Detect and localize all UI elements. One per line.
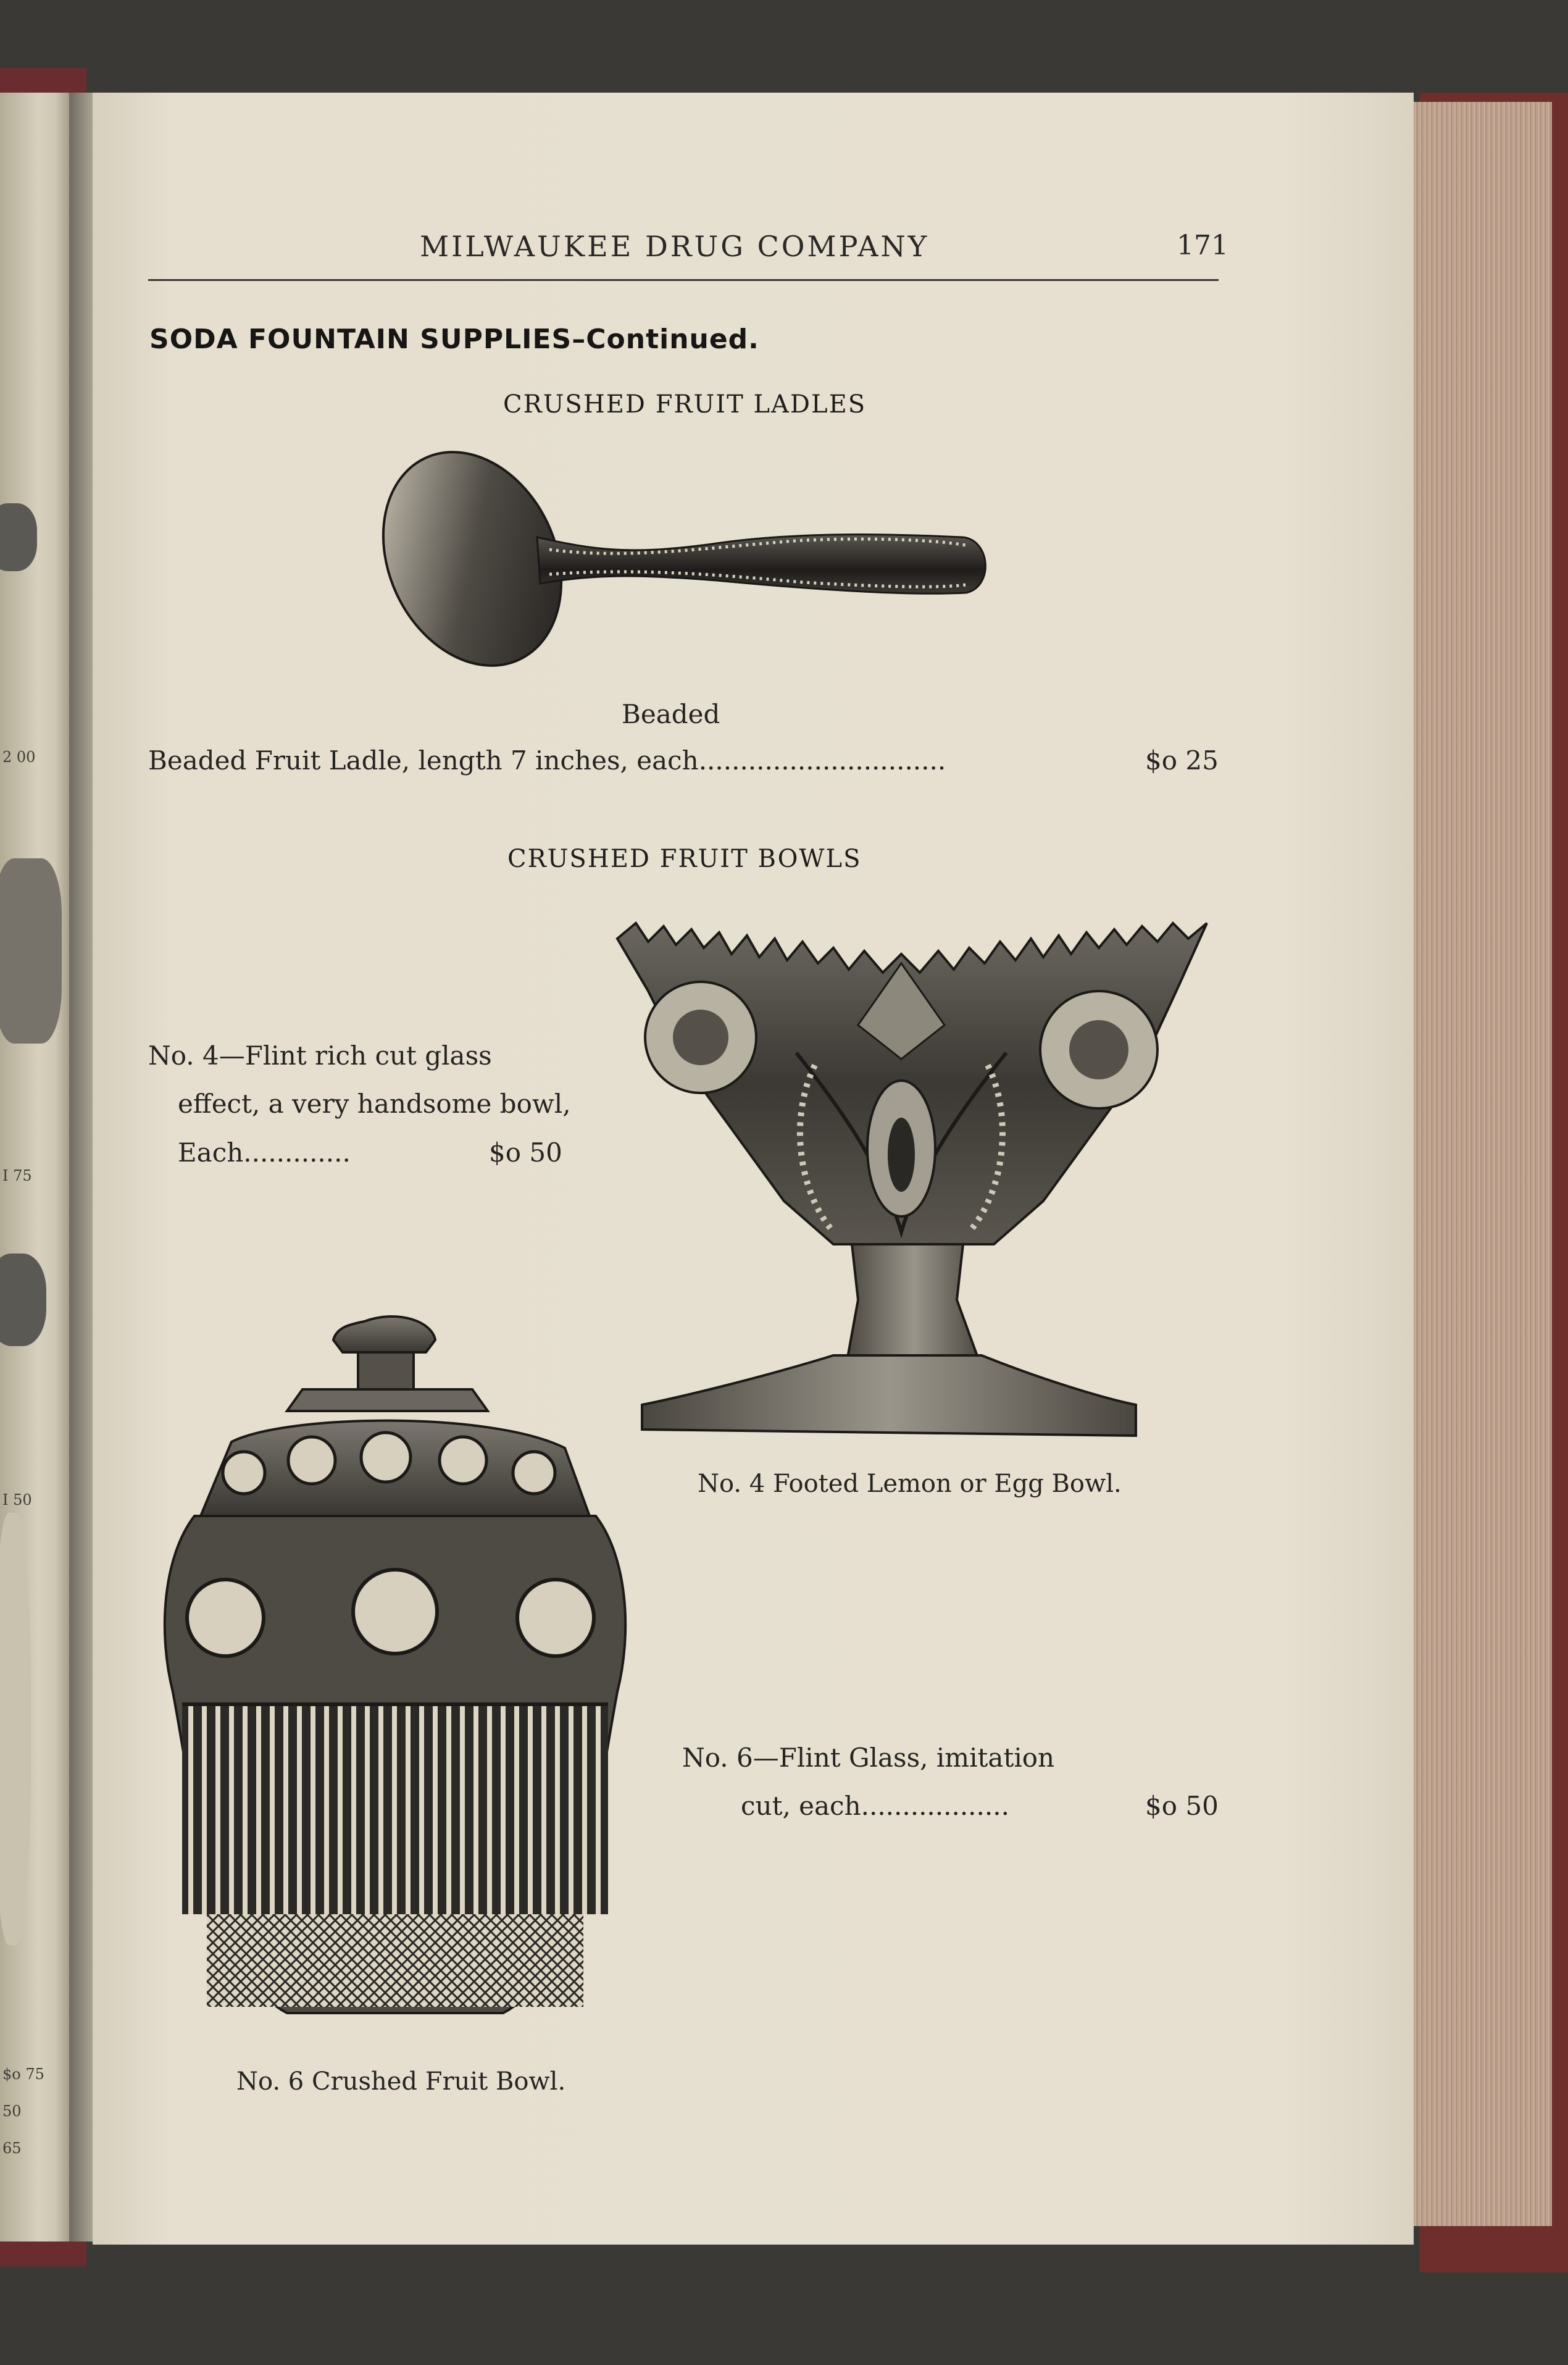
- no4-price-line: [178, 1137, 351, 1168]
- ladle-description-text: Beaded Fruit Ladle, length 7 inches, each: [148, 745, 699, 776]
- no6-image-caption: No. 6 Crushed Fruit Bowl.: [236, 2067, 566, 2096]
- no6-price-line: [741, 1791, 1009, 1821]
- beaded-ladle-illustration: [370, 442, 1000, 689]
- section-title: SODA FOUNTAIN SUPPLIES–Continued.: [149, 324, 759, 355]
- left-page-illustration: [0, 858, 62, 1044]
- no6-description-line1: No. 6—Flint Glass, imitation: [682, 1743, 1055, 1773]
- left-page-illustration: [0, 503, 37, 571]
- left-page-illustration: [0, 1513, 31, 1945]
- ladle-image-caption: Beaded: [622, 699, 720, 729]
- page-stack-edges: [1409, 102, 1552, 2226]
- page-number: 171: [1177, 230, 1228, 261]
- ladle-item-description: [148, 745, 946, 776]
- left-page-illustration: [0, 1254, 46, 1346]
- no4-price: $o 50: [489, 1137, 562, 1168]
- no4-description-line1: No. 4—Flint rich cut glass: [148, 1040, 492, 1071]
- no4-image-caption: No. 4 Footed Lemon or Egg Bowl.: [698, 1470, 1122, 1498]
- bowls-heading: CRUSHED FRUIT BOWLS: [507, 845, 862, 873]
- left-page-price: 65: [2, 2140, 22, 2157]
- crushed-fruit-bowl-illustration: [157, 1309, 639, 2025]
- left-page-edge: [0, 93, 69, 2242]
- left-page-price: I 75: [2, 1167, 32, 1184]
- dot-leader: ..............................: [698, 745, 946, 776]
- ladles-heading: CRUSHED FRUIT LADLES: [503, 390, 867, 419]
- header-rule: [148, 279, 1219, 281]
- ladle-price: $o 25: [1145, 745, 1219, 776]
- no4-each-label: Each: [178, 1137, 244, 1168]
- left-page-price: $o 75: [2, 2066, 44, 2083]
- dot-leader: ..................: [861, 1791, 1009, 1821]
- left-page-price: 2 00: [2, 748, 36, 766]
- left-page-price: I 50: [2, 1491, 32, 1509]
- no6-price: $o 50: [1145, 1791, 1219, 1821]
- no4-description-line2: effect, a very handsome bowl,: [178, 1089, 571, 1119]
- running-header-title: MILWAUKEE DRUG COMPANY: [420, 230, 930, 263]
- footed-lemon-bowl-illustration: [611, 911, 1216, 1448]
- left-page-price: 50: [2, 2103, 22, 2120]
- no6-each-label: cut, each: [741, 1791, 861, 1821]
- dot-leader: .............: [243, 1137, 351, 1168]
